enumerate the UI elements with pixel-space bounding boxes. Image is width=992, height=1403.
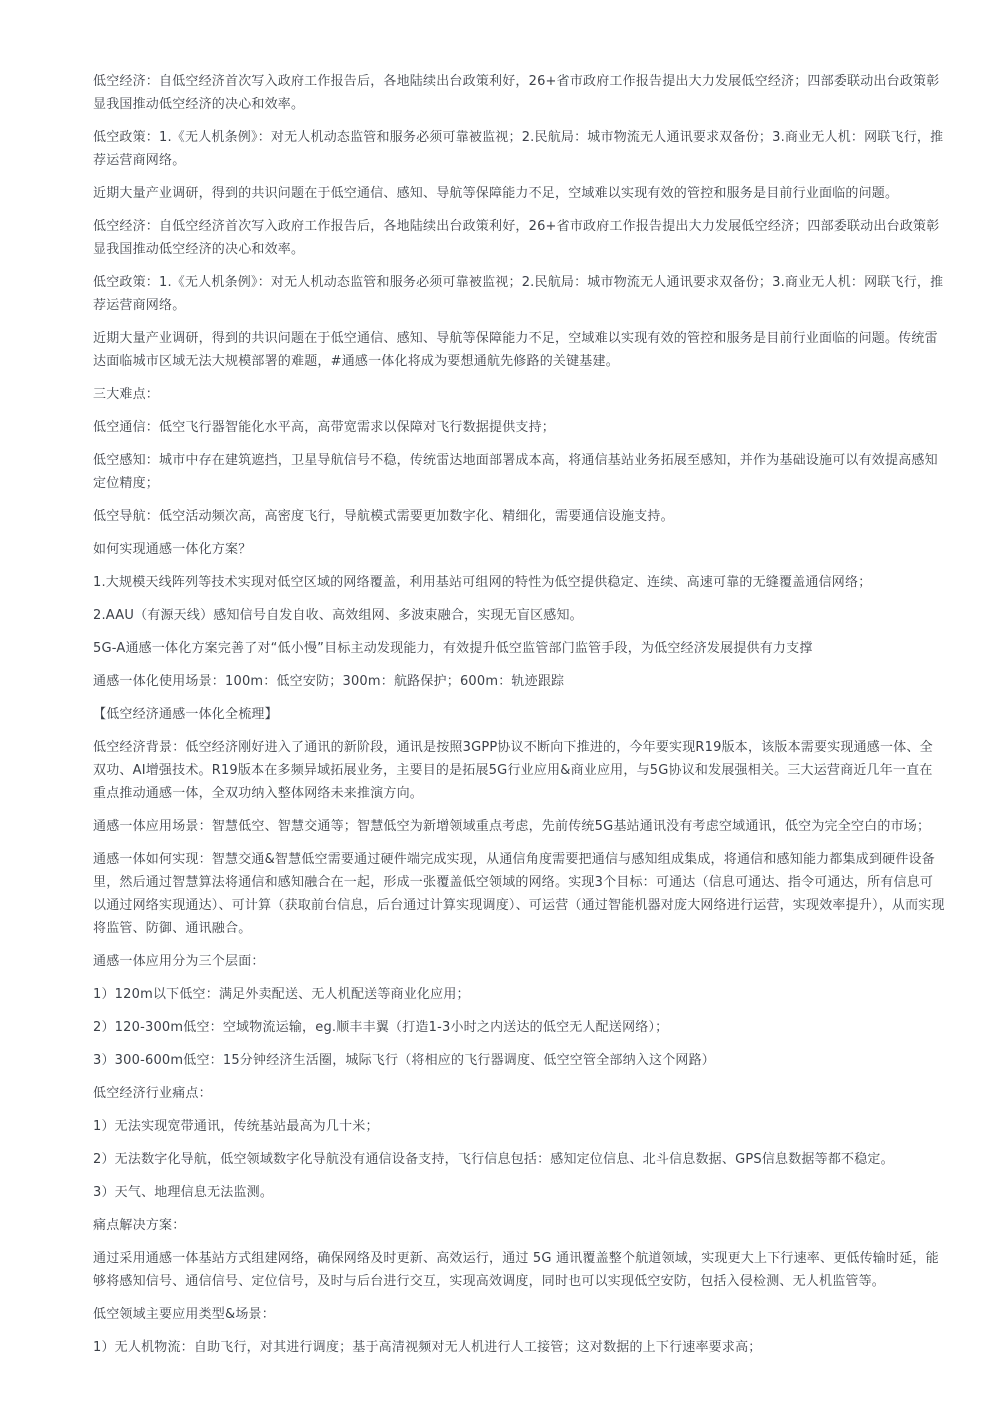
list-item-pain-point-1: 1）无法实现宽带通讯，传统基站最高为几十米； bbox=[93, 1119, 379, 1134]
list-item-level-3: 3）300-600m低空：15分钟经济生活圈，城际飞行（将相应的飞行器调度、低空空管全部纳入这个网路） bbox=[93, 1053, 715, 1068]
paragraph-low-altitude-navigation: 低空导航：低空活动频次高，高密度飞行，导航模式需要更加数字化、精细化，需要通信设施支持。 bbox=[93, 509, 674, 524]
paragraph-industry-research-1: 近期大量产业调研，得到的共识问题在于低空通信、感知、导航等保障能力不足，空域难以实现有效的管控和服务是目前行业面临的问题。 bbox=[93, 186, 899, 201]
paragraph-application-scenarios: 通感一体应用场景：智慧低空、智慧交通等；智慧低空为新增领域重点考虑，先前传统5G基站通讯没有考虑空域通讯，低空为完全空白的市场； bbox=[93, 819, 931, 834]
list-item-application-1: 1）无人机物流：自助飞行，对其进行调度；基于高清视频对无人机进行人工接管；这对数据的上下行速率要求高； bbox=[93, 1340, 762, 1355]
list-item-pain-point-3: 3）天气、地理信息无法监测。 bbox=[93, 1185, 274, 1200]
paragraph-background: 低空经济背景：低空经济刚好进入了通讯的新阶段，通讯是按照3GPP协议不断向下推进的，今年要实现R19版本，该版本需要实现通感一体、全双功、AI增强技术。R19版本在多频异域拓展业务，主要目的是拓展5G行业应用&商业应用，与5G协议和发展强相关。三大运营商近几年一直在重点推动通感一体，全双功纳入整体网络未来推演方向。 bbox=[93, 740, 933, 801]
heading-three-difficulties: 三大难点： bbox=[93, 387, 160, 402]
heading-pain-point-solution: 痛点解决方案： bbox=[93, 1218, 186, 1233]
paragraph-low-altitude-policy-1: 低空政策：1.《无人机条例》：对无人机动态监管和服务必须可靠被监视；2.民航局：城市物流无人通讯要求双备份；3.商业无人机：网联飞行，推荐运营商网络。 bbox=[93, 130, 944, 168]
heading-how-to-implement: 如何实现通感一体化方案？ bbox=[93, 542, 252, 557]
list-item-level-1: 1）120m以下低空：满足外卖配送、无人机配送等商业化应用； bbox=[93, 987, 470, 1002]
paragraph-industry-research-2: 近期大量产业调研，得到的共识问题在于低空通信、感知、导航等保障能力不足，空域难以实现有效的管控和服务是目前行业面临的问题。传统雷达面临城市区域无法大规模部署的难题，#通感一体化将成为要想通航先修路的关键基建。 bbox=[93, 331, 938, 369]
paragraph-usage-scenarios: 通感一体化使用场景：100m：低空安防；300m：航路保护；600m：轨迹跟踪 bbox=[93, 674, 565, 689]
heading-application-types: 低空领域主要应用类型&场景： bbox=[93, 1307, 275, 1322]
paragraph-low-altitude-economy-2: 低空经济：自低空经济首次写入政府工作报告后，各地陆续出台政策利好，26+省市政府工作报告提出大力发展低空经济；四部委联动出台政策彰显我国推动低空经济的决心和效率。 bbox=[93, 219, 940, 257]
paragraph-low-altitude-economy-1: 低空经济：自低空经济首次写入政府工作报告后，各地陆续出台政策利好，26+省市政府工作报告提出大力发展低空经济；四部委联动出台政策彰显我国推动低空经济的决心和效率。 bbox=[93, 74, 940, 112]
list-item-level-2: 2）120-300m低空：空域物流运输，eg.顺丰丰翼（打造1-3小时之内送达的低空无人配送网络）； bbox=[93, 1020, 669, 1035]
heading-three-levels: 通感一体应用分为三个层面： bbox=[93, 954, 265, 969]
paragraph-low-altitude-policy-2: 低空政策：1.《无人机条例》：对无人机动态监管和服务必须可靠被监视；2.民航局：城市物流无人通讯要求双备份；3.商业无人机：网联飞行，推荐运营商网络。 bbox=[93, 275, 944, 313]
paragraph-pain-point-solution: 通过采用通感一体基站方式组建网络，确保网络及时更新、高效运行，通过 5G 通讯覆盖整个航道领域，实现更大上下行速率、更低传输时延，能够将感知信号、通信信号、定位信号，及时与后台进行交互，实现高效调度，同时也可以实现低空安防，包括入侵检测、无人机监管等。 bbox=[93, 1251, 939, 1289]
paragraph-solution-1: 1.大规模天线阵列等技术实现对低空区域的网络覆盖，利用基站可组网的特性为低空提供稳定、连续、高速可靠的无缝覆盖通信网络； bbox=[93, 575, 872, 590]
list-item-pain-point-2: 2）无法数字化导航，低空领域数字化导航没有通信设备支持，飞行信息包括：感知定位信息、北斗信息数据、GPS信息数据等都不稳定。 bbox=[93, 1152, 894, 1167]
paragraph-low-altitude-communication: 低空通信：低空飞行器智能化水平高，高带宽需求以保障对飞行数据提供支持； bbox=[93, 420, 556, 435]
paragraph-solution-2: 2.AAU（有源天线）感知信号自发自收、高效组网、多波束融合，实现无盲区感知。 bbox=[93, 608, 583, 623]
document-body bbox=[93, 70, 945, 1369]
heading-overview: 【低空经济通感一体化全梳理】 bbox=[93, 707, 278, 722]
paragraph-how-realized: 通感一体如何实现：智慧交通&智慧低空需要通过硬件端完成实现，从通信角度需要把通信与感知组成集成，将通信和感知能力都集成到硬件设备里，然后通过智慧算法将通信和感知融合在一起，形成一张覆盖低空领域的网络。实现3个目标：可通达（信息可通达、指令可通达，所有信息可以通过网络实现通达）、可计算（获取前台信息，后台通过计算实现调度）、可运营（通过智能机器对庞大网络进行运营，实现效率提升），从而实现将监管、防御、通讯融合。 bbox=[93, 852, 945, 936]
heading-pain-points: 低空经济行业痛点： bbox=[93, 1086, 212, 1101]
paragraph-5g-a-solution: 5G-A通感一体化方案完善了对“低小慢”目标主动发现能力，有效提升低空监管部门监管手段，为低空经济发展提供有力支撑 bbox=[93, 641, 813, 656]
paragraph-low-altitude-sensing: 低空感知：城市中存在建筑遮挡，卫星导航信号不稳，传统雷达地面部署成本高，将通信基站业务拓展至感知，并作为基础设施可以有效提高感知定位精度； bbox=[93, 453, 938, 491]
